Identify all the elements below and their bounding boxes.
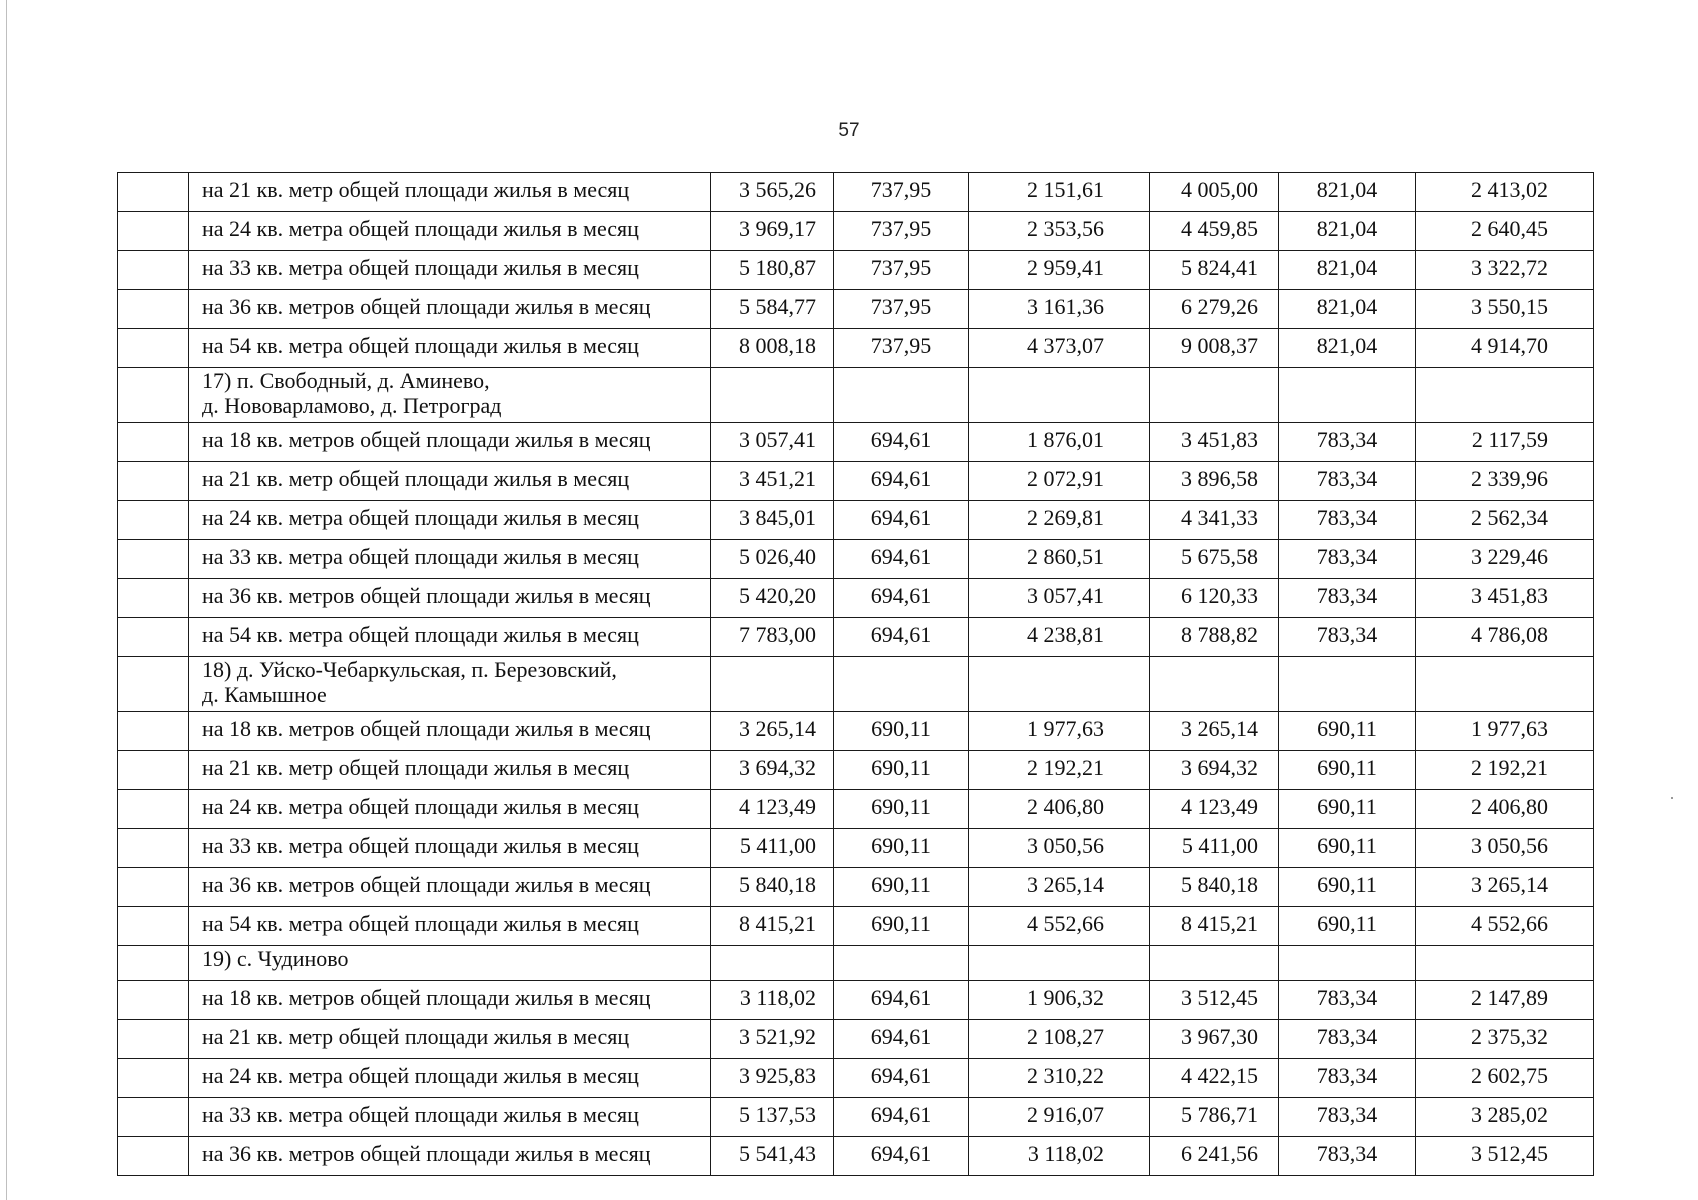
- value-cell-1: 3 265,14: [711, 712, 834, 751]
- table-row: [118, 212, 1594, 251]
- value-cell-3: 2 072,91: [969, 462, 1150, 501]
- value-cell-1: 5 411,00: [711, 829, 834, 868]
- value-cell-2: 694,61: [834, 462, 969, 501]
- value-cell-1: 3 118,02: [711, 981, 834, 1020]
- area-description: на 36 кв. метров общей площади жилья в месяц: [189, 1137, 711, 1176]
- value-cell-3: 3 118,02: [969, 1137, 1150, 1176]
- value-cell-5: 783,34: [1279, 618, 1416, 657]
- value-cell-4: 9 008,37: [1150, 329, 1279, 368]
- value-cell-3: 1 876,01: [969, 423, 1150, 462]
- value-cell-5: [1279, 657, 1416, 712]
- area-description: на 33 кв. метра общей площади жилья в месяц: [189, 829, 711, 868]
- value-cell-5: 690,11: [1279, 790, 1416, 829]
- value-cell-4: 8 415,21: [1150, 907, 1279, 946]
- value-cell-6: 2 339,96: [1416, 462, 1594, 501]
- value-cell-4: 5 840,18: [1150, 868, 1279, 907]
- value-cell-6: 3 265,14: [1416, 868, 1594, 907]
- value-cell-6: 3 229,46: [1416, 540, 1594, 579]
- page-number: 57: [838, 120, 860, 141]
- value-cell-1: 3 521,92: [711, 1020, 834, 1059]
- value-cell-3: 3 265,14: [969, 868, 1150, 907]
- value-cell-2: 694,61: [834, 579, 969, 618]
- value-cell-6: 4 786,08: [1416, 618, 1594, 657]
- area-description: на 21 кв. метр общей площади жилья в месяц: [189, 173, 711, 212]
- value-cell-4: [1150, 368, 1279, 423]
- value-cell-4: 8 788,82: [1150, 618, 1279, 657]
- value-cell-1: 5 840,18: [711, 868, 834, 907]
- value-cell-2: 737,95: [834, 329, 969, 368]
- value-cell-5: 783,34: [1279, 1059, 1416, 1098]
- value-cell-1: [711, 368, 834, 423]
- value-cell-6: 2 406,80: [1416, 790, 1594, 829]
- area-description: на 24 кв. метра общей площади жилья в месяц: [189, 501, 711, 540]
- value-cell-6: 2 117,59: [1416, 423, 1594, 462]
- value-cell-5: 783,34: [1279, 579, 1416, 618]
- value-cell-2: 690,11: [834, 712, 969, 751]
- value-cell-2: 694,61: [834, 1137, 969, 1176]
- value-cell-5: 821,04: [1279, 329, 1416, 368]
- value-cell-5: 821,04: [1279, 290, 1416, 329]
- value-cell-6: 2 147,89: [1416, 981, 1594, 1020]
- value-cell-3: 2 959,41: [969, 251, 1150, 290]
- value-cell-5: 690,11: [1279, 868, 1416, 907]
- row-index-cell: [118, 1059, 189, 1098]
- value-cell-6: 3 512,45: [1416, 1137, 1594, 1176]
- value-cell-4: [1150, 657, 1279, 712]
- value-cell-3: 2 406,80: [969, 790, 1150, 829]
- row-index-cell: [118, 579, 189, 618]
- value-cell-2: 737,95: [834, 290, 969, 329]
- value-cell-1: 8 415,21: [711, 907, 834, 946]
- value-cell-1: 3 451,21: [711, 462, 834, 501]
- area-description: на 33 кв. метра общей площади жилья в месяц: [189, 251, 711, 290]
- value-cell-2: 690,11: [834, 751, 969, 790]
- value-cell-2: [834, 368, 969, 423]
- row-index-cell: [118, 501, 189, 540]
- location-header-row: [118, 368, 1594, 423]
- value-cell-4: 5 411,00: [1150, 829, 1279, 868]
- value-cell-3: 2 860,51: [969, 540, 1150, 579]
- row-index-cell: [118, 907, 189, 946]
- value-cell-1: 3 057,41: [711, 423, 834, 462]
- location-name: [189, 657, 711, 712]
- value-cell-5: 690,11: [1279, 829, 1416, 868]
- value-cell-4: 5 675,58: [1150, 540, 1279, 579]
- row-index-cell: [118, 1098, 189, 1137]
- value-cell-5: [1279, 368, 1416, 423]
- value-cell-2: 694,61: [834, 501, 969, 540]
- area-description: на 24 кв. метра общей площади жилья в месяц: [189, 790, 711, 829]
- area-description: на 36 кв. метров общей площади жилья в месяц: [189, 579, 711, 618]
- value-cell-1: 3 694,32: [711, 751, 834, 790]
- value-cell-2: 737,95: [834, 173, 969, 212]
- value-cell-4: 3 512,45: [1150, 981, 1279, 1020]
- value-cell-1: 5 180,87: [711, 251, 834, 290]
- value-cell-5: [1279, 946, 1416, 981]
- value-cell-2: 694,61: [834, 981, 969, 1020]
- value-cell-5: 783,34: [1279, 423, 1416, 462]
- table-row: [118, 540, 1594, 579]
- row-index-cell: [118, 618, 189, 657]
- table-row: [118, 1137, 1594, 1176]
- value-cell-2: 694,61: [834, 1059, 969, 1098]
- value-cell-6: [1416, 946, 1594, 981]
- value-cell-1: 5 026,40: [711, 540, 834, 579]
- tariff-table: [117, 172, 1594, 1176]
- area-description: на 18 кв. метров общей площади жилья в месяц: [189, 423, 711, 462]
- location-line: 17) п. Свободный, д. Аминево,: [202, 368, 490, 393]
- table-row: [118, 829, 1594, 868]
- value-cell-5: 690,11: [1279, 907, 1416, 946]
- value-cell-5: 783,34: [1279, 501, 1416, 540]
- value-cell-6: [1416, 657, 1594, 712]
- scan-artifact: [1671, 797, 1673, 799]
- value-cell-3: 2 151,61: [969, 173, 1150, 212]
- row-index-cell: [118, 1020, 189, 1059]
- value-cell-3: 3 057,41: [969, 579, 1150, 618]
- value-cell-2: [834, 946, 969, 981]
- value-cell-6: 3 451,83: [1416, 579, 1594, 618]
- value-cell-5: 821,04: [1279, 212, 1416, 251]
- value-cell-5: 783,34: [1279, 981, 1416, 1020]
- table-row: [118, 981, 1594, 1020]
- value-cell-6: 3 322,72: [1416, 251, 1594, 290]
- area-description: на 21 кв. метр общей площади жилья в месяц: [189, 751, 711, 790]
- value-cell-1: [711, 657, 834, 712]
- table-row: [118, 290, 1594, 329]
- value-cell-1: [711, 946, 834, 981]
- table-row: [118, 1020, 1594, 1059]
- area-description: на 33 кв. метра общей площади жилья в месяц: [189, 540, 711, 579]
- value-cell-5: 783,34: [1279, 1137, 1416, 1176]
- table-row: [118, 462, 1594, 501]
- table-row: [118, 868, 1594, 907]
- table-row: [118, 1059, 1594, 1098]
- table-row: [118, 907, 1594, 946]
- row-index-cell: [118, 981, 189, 1020]
- value-cell-4: 3 694,32: [1150, 751, 1279, 790]
- value-cell-3: [969, 368, 1150, 423]
- value-cell-4: 3 896,58: [1150, 462, 1279, 501]
- row-index-cell: [118, 462, 189, 501]
- table-row: [118, 329, 1594, 368]
- value-cell-4: 4 341,33: [1150, 501, 1279, 540]
- value-cell-2: 694,61: [834, 1098, 969, 1137]
- value-cell-4: 3 967,30: [1150, 1020, 1279, 1059]
- value-cell-4: 4 422,15: [1150, 1059, 1279, 1098]
- value-cell-4: 4 123,49: [1150, 790, 1279, 829]
- row-index-cell: [118, 751, 189, 790]
- value-cell-3: 3 161,36: [969, 290, 1150, 329]
- row-index-cell: [118, 829, 189, 868]
- location-header-row: [118, 657, 1594, 712]
- table-row: [118, 751, 1594, 790]
- value-cell-6: 2 640,45: [1416, 212, 1594, 251]
- row-index-cell: [118, 329, 189, 368]
- value-cell-5: 821,04: [1279, 251, 1416, 290]
- value-cell-1: 7 783,00: [711, 618, 834, 657]
- value-cell-4: 6 241,56: [1150, 1137, 1279, 1176]
- area-description: на 18 кв. метров общей площади жилья в месяц: [189, 981, 711, 1020]
- value-cell-1: 3 845,01: [711, 501, 834, 540]
- value-cell-4: [1150, 946, 1279, 981]
- row-index-cell: [118, 657, 189, 712]
- value-cell-3: [969, 657, 1150, 712]
- value-cell-6: 2 562,34: [1416, 501, 1594, 540]
- value-cell-3: 2 353,56: [969, 212, 1150, 251]
- value-cell-5: 783,34: [1279, 540, 1416, 579]
- value-cell-3: 1 977,63: [969, 712, 1150, 751]
- table-row: [118, 173, 1594, 212]
- value-cell-3: 2 269,81: [969, 501, 1150, 540]
- value-cell-6: 1 977,63: [1416, 712, 1594, 751]
- location-name: [189, 946, 711, 981]
- value-cell-1: 5 137,53: [711, 1098, 834, 1137]
- value-cell-2: 694,61: [834, 1020, 969, 1059]
- value-cell-2: 690,11: [834, 907, 969, 946]
- area-description: на 33 кв. метра общей площади жилья в месяц: [189, 1098, 711, 1137]
- table-row: [118, 712, 1594, 751]
- value-cell-6: [1416, 368, 1594, 423]
- value-cell-6: 3 050,56: [1416, 829, 1594, 868]
- value-cell-1: 4 123,49: [711, 790, 834, 829]
- table-row: [118, 501, 1594, 540]
- value-cell-6: 2 602,75: [1416, 1059, 1594, 1098]
- value-cell-2: 737,95: [834, 251, 969, 290]
- location-line: 19) с. Чудиново: [202, 946, 349, 971]
- value-cell-1: 3 565,26: [711, 173, 834, 212]
- table-row: [118, 1098, 1594, 1137]
- table-body: [118, 173, 1594, 1176]
- row-index-cell: [118, 251, 189, 290]
- row-index-cell: [118, 540, 189, 579]
- table-row: [118, 251, 1594, 290]
- value-cell-3: 4 373,07: [969, 329, 1150, 368]
- value-cell-3: 2 310,22: [969, 1059, 1150, 1098]
- value-cell-2: [834, 657, 969, 712]
- value-cell-4: 5 786,71: [1150, 1098, 1279, 1137]
- value-cell-2: 737,95: [834, 212, 969, 251]
- value-cell-3: 4 238,81: [969, 618, 1150, 657]
- value-cell-2: 690,11: [834, 790, 969, 829]
- value-cell-5: 690,11: [1279, 751, 1416, 790]
- value-cell-6: 4 552,66: [1416, 907, 1594, 946]
- area-description: на 54 кв. метра общей площади жилья в месяц: [189, 907, 711, 946]
- location-line: д. Камышное: [202, 682, 327, 707]
- value-cell-3: 4 552,66: [969, 907, 1150, 946]
- value-cell-4: 4 459,85: [1150, 212, 1279, 251]
- value-cell-6: 4 914,70: [1416, 329, 1594, 368]
- value-cell-2: 690,11: [834, 868, 969, 907]
- value-cell-1: 8 008,18: [711, 329, 834, 368]
- area-description: на 18 кв. метров общей площади жилья в месяц: [189, 712, 711, 751]
- location-line: 18) д. Уйско-Чебаркульская, п. Березовский,: [202, 657, 617, 682]
- value-cell-1: 3 925,83: [711, 1059, 834, 1098]
- location-name: [189, 368, 711, 423]
- value-cell-5: 783,34: [1279, 462, 1416, 501]
- area-description: на 21 кв. метр общей площади жилья в месяц: [189, 462, 711, 501]
- value-cell-1: 5 541,43: [711, 1137, 834, 1176]
- row-index-cell: [118, 868, 189, 907]
- row-index-cell: [118, 712, 189, 751]
- value-cell-5: 783,34: [1279, 1098, 1416, 1137]
- table-row: [118, 423, 1594, 462]
- area-description: на 21 кв. метр общей площади жилья в месяц: [189, 1020, 711, 1059]
- value-cell-3: 2 916,07: [969, 1098, 1150, 1137]
- value-cell-2: 694,61: [834, 618, 969, 657]
- table-row: [118, 790, 1594, 829]
- table-row: [118, 579, 1594, 618]
- value-cell-5: 821,04: [1279, 173, 1416, 212]
- area-description: на 36 кв. метров общей площади жилья в месяц: [189, 868, 711, 907]
- location-line: д. Нововарламово, д. Петроград: [202, 393, 502, 418]
- value-cell-3: 1 906,32: [969, 981, 1150, 1020]
- location-header-row: [118, 946, 1594, 981]
- value-cell-6: 3 550,15: [1416, 290, 1594, 329]
- value-cell-4: 6 279,26: [1150, 290, 1279, 329]
- value-cell-2: 694,61: [834, 540, 969, 579]
- value-cell-3: 2 192,21: [969, 751, 1150, 790]
- value-cell-2: 694,61: [834, 423, 969, 462]
- value-cell-5: 783,34: [1279, 1020, 1416, 1059]
- value-cell-6: 3 285,02: [1416, 1098, 1594, 1137]
- value-cell-1: 5 420,20: [711, 579, 834, 618]
- value-cell-1: 3 969,17: [711, 212, 834, 251]
- value-cell-4: 6 120,33: [1150, 579, 1279, 618]
- scan-edge-line: [6, 0, 7, 1200]
- value-cell-4: 3 265,14: [1150, 712, 1279, 751]
- area-description: на 54 кв. метра общей площади жилья в месяц: [189, 329, 711, 368]
- value-cell-6: 2 413,02: [1416, 173, 1594, 212]
- value-cell-6: 2 192,21: [1416, 751, 1594, 790]
- area-description: на 24 кв. метра общей площади жилья в месяц: [189, 1059, 711, 1098]
- value-cell-2: 690,11: [834, 829, 969, 868]
- area-description: на 54 кв. метра общей площади жилья в месяц: [189, 618, 711, 657]
- value-cell-3: 2 108,27: [969, 1020, 1150, 1059]
- row-index-cell: [118, 946, 189, 981]
- area-description: на 24 кв. метра общей площади жилья в месяц: [189, 212, 711, 251]
- row-index-cell: [118, 173, 189, 212]
- value-cell-6: 2 375,32: [1416, 1020, 1594, 1059]
- value-cell-4: 4 005,00: [1150, 173, 1279, 212]
- row-index-cell: [118, 423, 189, 462]
- value-cell-1: 5 584,77: [711, 290, 834, 329]
- value-cell-4: 3 451,83: [1150, 423, 1279, 462]
- table-row: [118, 618, 1594, 657]
- value-cell-3: [969, 946, 1150, 981]
- value-cell-3: 3 050,56: [969, 829, 1150, 868]
- value-cell-5: 690,11: [1279, 712, 1416, 751]
- area-description: на 36 кв. метров общей площади жилья в месяц: [189, 290, 711, 329]
- row-index-cell: [118, 1137, 189, 1176]
- row-index-cell: [118, 790, 189, 829]
- value-cell-4: 5 824,41: [1150, 251, 1279, 290]
- row-index-cell: [118, 212, 189, 251]
- row-index-cell: [118, 368, 189, 423]
- row-index-cell: [118, 290, 189, 329]
